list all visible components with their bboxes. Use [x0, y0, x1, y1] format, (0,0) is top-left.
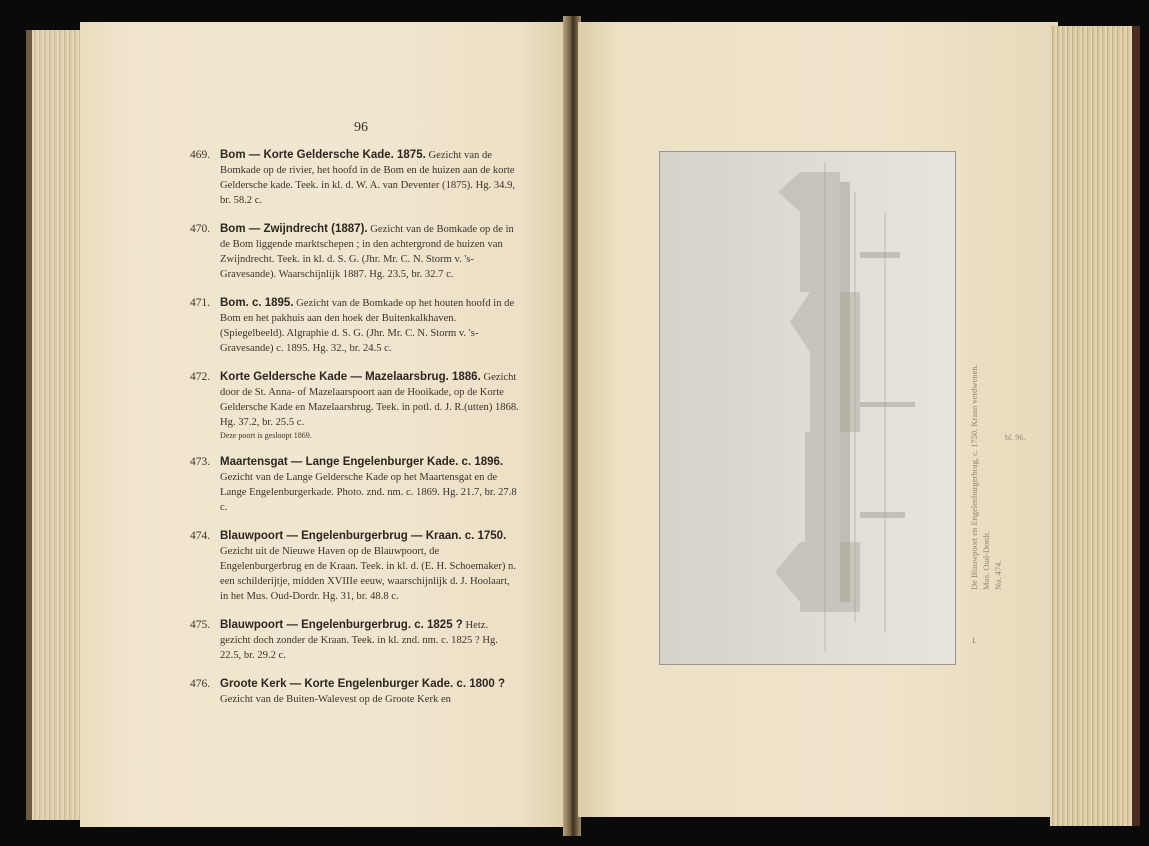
plate-caption-text [968, 330, 1004, 590]
caption-line-2: Mus. Oud-Dordr. [981, 531, 991, 590]
catalogue-entry [190, 148, 520, 208]
entry-body: Gezicht van de Bomkade op de in de Bom liggende marktschepen ; in den achtergrond de huizen van Zwijndrecht. Teek. in kl. d. S. G. (Jhr. Mr. C. N. Storm v. 's-Gravesande). Waarschijnlijk 1887. Hg. 23.5, br. 32.7 c. [220, 224, 514, 280]
plate-mark: I. [972, 636, 977, 645]
catalogue-entry [190, 370, 520, 441]
entry-number: 474. [190, 530, 211, 542]
plate-page-reference: bl. 96. [1005, 433, 1026, 442]
caption-line-1: De Blauwpoort en Engelenburgerbrug, c. 1750. Kraan verdwenen. [969, 364, 979, 590]
entry-heading: Groote Kerk — Korte Engelenburger Kade. c. 1800 ? [220, 678, 506, 690]
entry-note: Deze poort is gesloopt 1869. [220, 431, 312, 440]
catalogue-entry [190, 222, 520, 282]
entry-number: 470. [190, 223, 211, 235]
catalogue-entry [190, 296, 520, 356]
entry-body: Gezicht uit de Nieuwe Haven op de Blauwpoort, de Engelenburgerbrug en de Kraan. Teek. in kl. d. (E. H. Schoemaker) n. een schilderijtje, midden XVIIIe eeuw, waarschijnlijk d. J. Hoolaart, in het Mus. Oud-Dordr. Hg. 31, br. 48.8 c. [220, 546, 516, 602]
entry-number: 473. [190, 456, 211, 468]
entry-body: Gezicht van de Buiten-Walevest op de Groote Kerk en [220, 694, 451, 705]
entry-heading: Bom. c. 1895. [220, 297, 294, 309]
entry-heading: Maartensgat — Lange Engelenburger Kade. c. 1896. [220, 456, 504, 468]
entry-body: Gezicht van de Bomkade op de rivier, het hoofd in de Bom en de huizen aan de korte Geldersche kade. Teek. in kl. d. W. A. van Deventer (1875). Hg. 34.9, br. 58.2 c. [220, 150, 516, 206]
entry-heading: Blauwpoort — Engelenburgerbrug. c. 1825 ? [220, 619, 463, 631]
entry-number: 475. [190, 619, 211, 631]
catalogue-entry [190, 455, 520, 515]
plate-caption [968, 330, 1003, 610]
illustration-plate [659, 151, 956, 665]
entry-heading: Bom — Korte Geldersche Kade. 1875. [220, 149, 426, 161]
right-page-edges [1050, 26, 1140, 826]
entry-number: 469. [190, 149, 211, 161]
entry-heading: Korte Geldersche Kade — Mazelaarsbrug. 1886. [220, 371, 481, 383]
faded-engraving-image [660, 152, 955, 664]
entry-number: 472. [190, 371, 211, 383]
caption-line-3: No. 474. [993, 560, 1003, 590]
catalogue-entry [190, 677, 520, 707]
entry-heading: Blauwpoort — Engelenburgerbrug — Kraan. c. 1750. [220, 530, 507, 542]
entry-body: Gezicht door de St. Anna- of Mazelaarspoort aan de Hooikade, op de Korte Geldersche Kade en Mazelaarsbrug. Teek. in potl. d. J. R.(utten) 1868. Hg. 37.2, br. 25.5 c. [220, 372, 519, 428]
catalogue-entries [190, 148, 520, 721]
catalogue-entry [190, 618, 520, 663]
entry-number: 476. [190, 678, 211, 690]
entry-body: Gezicht van de Lange Geldersche Kade op het Maartensgat en de Lange Engelenburgerkade. Photo. znd. nm. c. 1869. Hg. 21.7, br. 27.8 c. [220, 472, 517, 513]
entry-body: Gezicht van de Bomkade op het houten hoofd in de Bom en het pakhuis aan den hoek der Buitenkalkhaven. (Spiegelbeeld). Algraphie d. S. G. (Jhr. Mr. C. N. Storm v. 's-Gravesande) c. 1895. Hg. 32., br. 24.5 c. [220, 298, 515, 354]
page-number: 96 [354, 120, 368, 135]
catalogue-entry [190, 529, 520, 604]
entry-body: Hetz. gezicht doch zonder de Kraan. Teek. in kl. znd. nm. c. 1825 ? Hg. 22.5, br. 29.2 c. [220, 620, 498, 661]
entry-heading: Bom — Zwijndrecht (1887). [220, 223, 368, 235]
entry-number: 471. [190, 297, 211, 309]
